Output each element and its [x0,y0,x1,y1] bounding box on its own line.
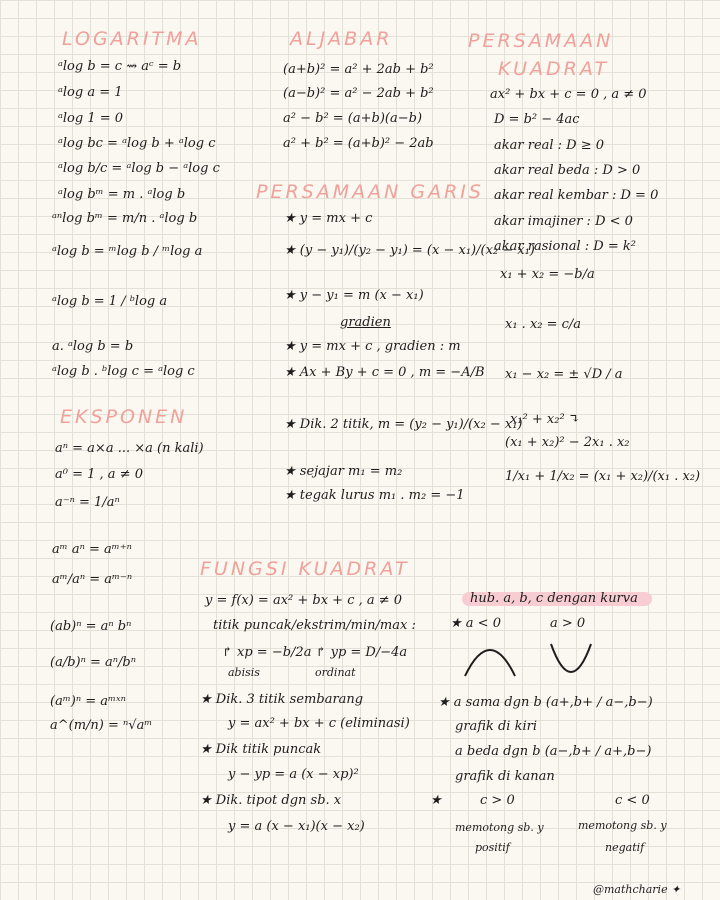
fk-formula: y = f(x) = ax² + bx + c , a ≠ 0 [205,593,403,608]
garis-formula: ★ Dik. 2 titik, m = (y₂ − y₁)/(x₂ − x₁) [284,417,523,432]
aljabar-formula: a² + b² = (a+b)² − 2ab [283,136,434,151]
heading-persamaan-garis: PERSAMAAN GARIS [256,181,484,203]
log-formula: ᵃlog b = c ⇝ aᶜ = b [58,59,182,74]
log-formula: ᵃlog b = 1 / ᵇlog a [52,294,168,309]
kurva-note: ★ a sama dgn b (a+,b+ / a−,b−) [438,695,653,710]
log-formula: a. ᵃlog b = b [52,339,134,354]
fk-formula: ★ Dik. 3 titik sembarang [200,692,364,707]
pk-formula: x₁ − x₂ = ± √D / a [505,367,623,382]
kurva-note: grafik di kanan [455,769,555,784]
fk-formula: ★ Dik. tipot dgn sb. x [200,793,342,808]
pk-formula: 1/x₁ + 1/x₂ = (x₁ + x₂)/(x₁ . x₂) [505,469,701,484]
credit-handle: @mathcharie ✦ [593,883,681,896]
eksponen-formula: (aᵐ)ⁿ = aᵐˣⁿ [50,694,126,709]
gradien-label: gradien [340,315,391,330]
pk-formula: ax² + bx + c = 0 , a ≠ 0 [490,87,647,102]
kurva-neg-label: ★ a < 0 [450,616,501,631]
eksponen-formula: aᵐ aⁿ = aᵐ⁺ⁿ [52,542,132,557]
heading-persamaan-kuadrat-2: KUADRAT [498,58,610,80]
log-formula: ᵃlog b . ᵇlog c = ᵃlog c [52,364,195,379]
log-formula: ᵃlog 1 = 0 [58,111,124,126]
fk-formula: ↱ xp = −b/2a ↱ yp = D/−4a [222,645,408,660]
log-formula: ᵃlog b/c = ᵃlog b − ᵃlog c [58,161,220,176]
pk-formula: (x₁ + x₂)² − 2x₁ . x₂ [505,435,630,450]
heading-aljabar: ALJABAR [290,28,393,50]
heading-eksponen: EKSPONEN [60,406,188,428]
pk-formula: D = b² − 4ac [494,112,580,127]
log-formula: ᵃlog bc = ᵃlog b + ᵃlog c [58,136,216,151]
eksponen-formula: a⁻ⁿ = 1/aⁿ [55,495,120,510]
kurva-note: c > 0 [480,793,515,808]
ordinat-label: ordinat [315,666,356,679]
kurva-note: a beda dgn b (a−,b+ / a+,b−) [455,744,652,759]
garis-formula: ★ tegak lurus m₁ . m₂ = −1 [284,488,465,503]
log-formula: ᵃlog bᵐ = m . ᵃlog b [58,187,186,202]
eksponen-formula: aᵐ/aⁿ = aᵐ⁻ⁿ [52,572,133,587]
log-formula: ᵃlog a = 1 [58,85,123,100]
heading-logaritma: LOGARITMA [62,28,202,50]
kurva-note: memotong sb. y [455,821,544,834]
garis-formula: ★ Ax + By + c = 0 , m = −A/B [284,365,485,380]
eksponen-formula: (ab)ⁿ = aⁿ bⁿ [50,619,132,634]
pk-formula: x₁ . x₂ = c/a [505,317,582,332]
abisis-label: abisis [228,666,260,679]
garis-formula: ★ y = mx + c , gradien : m [284,339,461,354]
pk-formula: akar rasional : D = k² [494,239,636,254]
fk-formula: ★ Dik titik puncak [200,742,322,757]
parabola-down-icon [460,640,520,680]
pk-formula: akar real kembar : D = 0 [494,188,659,203]
garis-formula: ★ y = mx + c [284,211,373,226]
pk-formula: x₁ + x₂ = −b/a [500,267,595,282]
kurva-note: negatif [605,841,645,854]
eksponen-formula: a⁰ = 1 , a ≠ 0 [55,467,143,482]
kurva-note: memotong sb. y [578,819,667,832]
log-formula: ᵃlog b = ᵐlog b / ᵐlog a [52,244,203,259]
aljabar-formula: (a+b)² = a² + 2ab + b² [283,62,434,77]
fk-formula: titik puncak/ekstrim/min/max : [213,618,416,633]
eksponen-formula: (a/b)ⁿ = aⁿ/bⁿ [50,655,137,670]
garis-formula: ★ y − y₁ = m (x − x₁) [284,288,424,303]
kurva-note: positif [475,841,510,854]
log-formula: ᵃⁿlog bᵐ = m/n . ᵃlog b [52,211,198,226]
garis-formula: ★ (y − y₁)/(y₂ − y₁) = (x − x₁)/(x₂ − x₁) [284,243,535,258]
aljabar-formula: (a−b)² = a² − 2ab + b² [283,86,434,101]
pk-formula: akar imajiner : D < 0 [494,214,633,229]
heading-fungsi-kuadrat: FUNGSI KUADRAT [200,558,410,580]
pk-formula: akar real beda : D > 0 [494,163,641,178]
eksponen-formula: aⁿ = a×a ... ×a (n kali) [55,441,204,456]
garis-formula: ★ sejajar m₁ = m₂ [284,464,403,479]
pk-formula: x₁² + x₂² ↴ [510,412,580,427]
heading-persamaan-kuadrat-1: PERSAMAAN [468,30,614,52]
eksponen-formula: a^(m/n) = ⁿ√aᵐ [50,718,153,733]
kurva-note: c < 0 [615,793,650,808]
parabola-up-icon [546,640,596,680]
kurva-pos-label: a > 0 [550,616,586,631]
pk-formula: akar real : D ≥ 0 [494,138,605,153]
fk-formula: y = ax² + bx + c (eliminasi) [228,716,410,731]
aljabar-formula: a² − b² = (a+b)(a−b) [283,111,423,126]
kurva-star: ★ [430,793,442,808]
kurva-heading: hub. a, b, c dengan kurva [470,591,638,606]
kurva-note: grafik di kiri [455,719,537,734]
fk-formula: y − yp = a (x − xp)² [228,767,359,782]
fk-formula: y = a (x − x₁)(x − x₂) [228,819,365,834]
